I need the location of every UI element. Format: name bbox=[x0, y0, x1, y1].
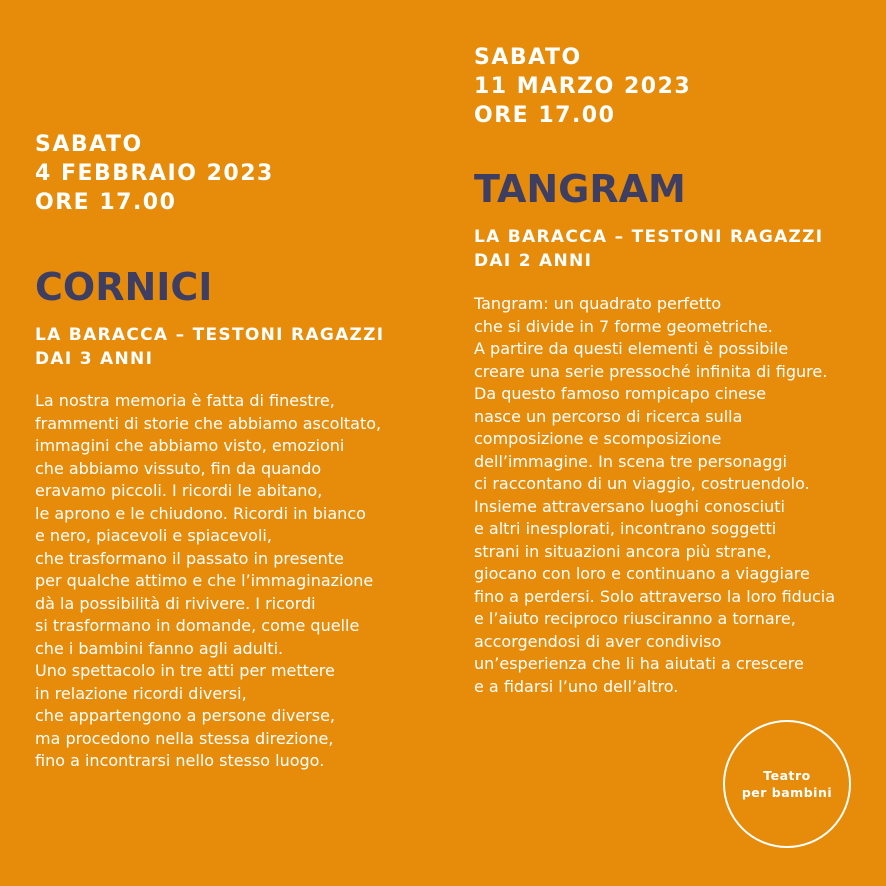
description-line: creare una serie pressoché infinita di figure. bbox=[474, 361, 828, 381]
event-full-date: 4 FEBBRAIO 2023 bbox=[35, 161, 274, 186]
description-line: per qualche attimo e che l’immaginazione bbox=[35, 571, 374, 590]
company-name: LA BARACCA – TESTONI RAGAZZI bbox=[35, 325, 385, 345]
event-full-date: 11 MARZO 2023 bbox=[474, 74, 692, 99]
event-day: SABATO bbox=[35, 132, 143, 157]
badge-line: Teatro bbox=[763, 768, 811, 783]
description-line: accorgendosi di aver condiviso bbox=[474, 631, 722, 651]
description-line: La nostra memoria è fatta di finestre, bbox=[35, 391, 335, 410]
description-line: le aprono e le chiudono. Ricordi in bianco bbox=[35, 503, 366, 523]
event-title: CORNICI bbox=[35, 265, 213, 309]
description-line: eravamo piccoli. I ricordi le abitano, bbox=[35, 481, 323, 500]
description-line: composizione e scomposizione bbox=[474, 429, 722, 448]
event-time: ORE 17.00 bbox=[35, 190, 177, 215]
description-line: Tangram: un quadrato perfetto bbox=[474, 294, 722, 313]
description-line: dell’immagine. In scena tre personaggi bbox=[474, 451, 787, 471]
teatro-per-bambini-badge bbox=[723, 720, 851, 848]
description-line: strani in situazioni ancora più strane, bbox=[474, 541, 772, 561]
event-cornici bbox=[35, 130, 435, 773]
description-line: e l’aiuto reciproco riusciranno a tornare, bbox=[474, 609, 796, 628]
description-line: immagini che abbiamo visto, emozioni bbox=[35, 436, 345, 455]
company-name: LA BARACCA – TESTONI RAGAZZI bbox=[474, 227, 824, 247]
description-line: che trasformano il passato in presente bbox=[35, 548, 344, 568]
description-line: si trasformano in domande, come quelle bbox=[35, 616, 360, 635]
description-line: Uno spettacolo in tre atti per mettere bbox=[35, 661, 335, 680]
description-line: ma procedono nella stessa direzione, bbox=[35, 728, 334, 748]
description-line: che si divide in 7 forme geometriche. bbox=[474, 316, 773, 336]
event-company bbox=[474, 225, 874, 273]
description-line: e nero, piacevoli e spiacevoli, bbox=[35, 526, 272, 545]
description-line: fino a perdersi. Solo attraverso la loro fiducia bbox=[474, 586, 836, 606]
age-range: DAI 3 ANNI bbox=[35, 349, 154, 369]
description-line: e a fidarsi l’uno dell’altro. bbox=[474, 676, 679, 696]
event-date bbox=[35, 130, 435, 217]
description-line: un’esperienza che li ha aiutati a crescere bbox=[474, 654, 804, 673]
age-range: DAI 2 ANNI bbox=[474, 251, 593, 271]
description-line: Insieme attraversano luoghi conosciuti bbox=[474, 496, 785, 516]
description-line: dà la possibilità di rivivere. I ricordi bbox=[35, 593, 316, 613]
description-line: e altri inesplorati, incontrano soggetti bbox=[474, 519, 777, 538]
description-line: che abbiamo vissuto, fin da quando bbox=[35, 458, 322, 478]
badge-line: per bambini bbox=[741, 785, 833, 800]
description-line: Da questo famoso rompicapo cinese bbox=[474, 384, 767, 403]
event-date bbox=[474, 43, 874, 130]
description-line: A partire da questi elementi è possibile bbox=[474, 339, 789, 358]
description-line: giocano con loro e continuano a viaggiare bbox=[474, 564, 810, 583]
description-line: che i bambini fanno agli adulti. bbox=[35, 638, 284, 658]
description-line: ci raccontano di un viaggio, costruendolo. bbox=[474, 474, 810, 493]
description-line: frammenti di storie che abbiamo ascoltato, bbox=[35, 413, 382, 433]
description-line: che appartengono a persone diverse, bbox=[35, 706, 336, 725]
event-time: ORE 17.00 bbox=[474, 103, 616, 128]
event-description bbox=[474, 293, 874, 698]
event-tangram bbox=[474, 43, 874, 698]
event-title: TANGRAM bbox=[474, 167, 686, 211]
description-line: nasce un percorso di ricerca sulla bbox=[474, 406, 743, 426]
description-line: in relazione ricordi diversi, bbox=[35, 683, 247, 703]
event-description bbox=[35, 390, 435, 773]
description-line: fino a incontrarsi nello stesso luogo. bbox=[35, 751, 325, 770]
event-day: SABATO bbox=[474, 45, 582, 70]
event-company bbox=[35, 323, 435, 371]
